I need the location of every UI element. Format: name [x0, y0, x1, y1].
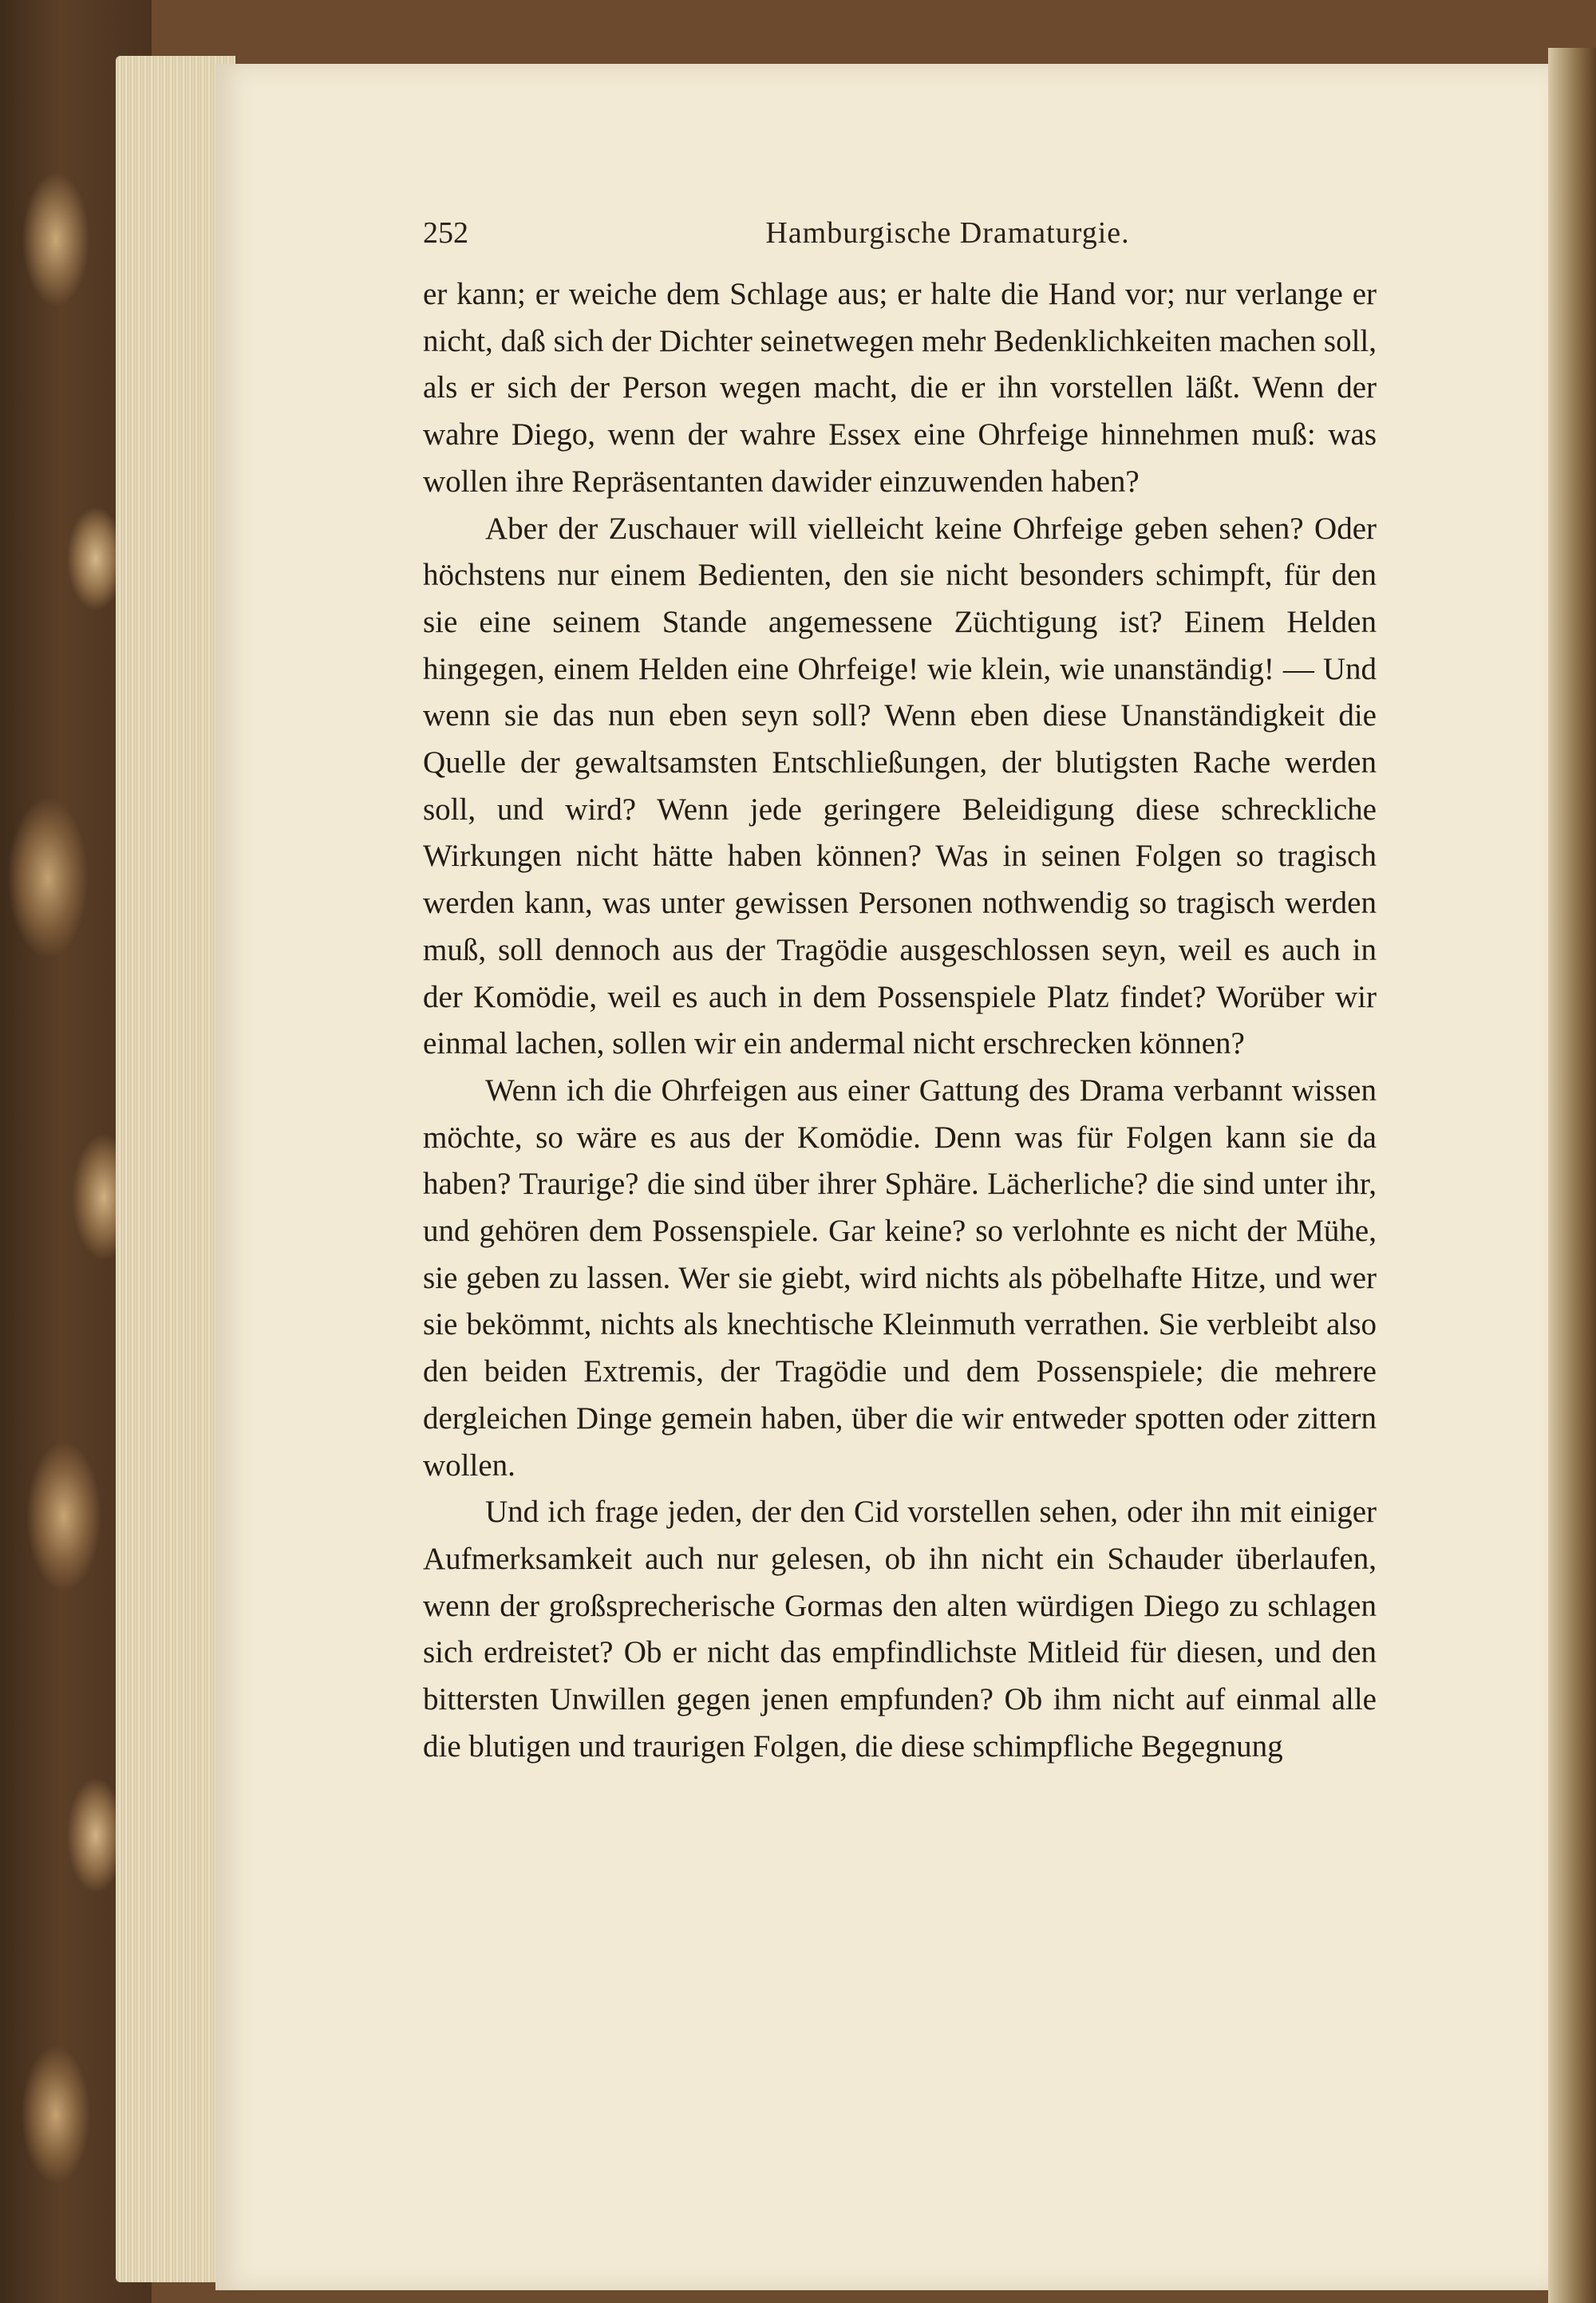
- right-page-edge: [1548, 48, 1596, 2303]
- page-number: 252: [423, 216, 468, 250]
- body-text: [423, 271, 1377, 1771]
- page-header: [423, 209, 1377, 257]
- paragraph: Aber der Zuschauer will vielleicht keine Ohrfeige geben sehen? Oder höchstens nur einem Bedienten, den sie nicht besonders schimpft, für den sie eine seinem Stande angemessene Züchtigung ist? Einem Helden hingegen, einem Helden eine Ohrfeige! wie klein, wie unanständig! — Und wenn sie das nun eben seyn soll? Wenn eben diese Unanständigkeit die Quelle der gewaltsamsten Entschließungen, der blutigsten Rache werden soll, und wird? Wenn jede geringere Beleidigung diese schreckliche Wirkungen nicht hätte haben können? Was in seinen Folgen so tragisch werden kann, was unter gewissen Personen nothwendig so tragisch werden muß, soll dennoch aus der Tragödie ausgeschlossen seyn, weil es auch in der Komödie, weil es auch in dem Possenspiele Platz findet? Worüber wir einmal lachen, sollen wir ein andermal nicht erschrecken können?: [423, 511, 1377, 1061]
- paragraph: er kann; er weiche dem Schlage aus; er halte die Hand vor; nur verlange er nicht, daß sich der Dichter seinetwegen mehr Bedenklichkeiten machen soll, als er sich der Person wegen macht, die er ihn vorstellen läßt. Wenn der wahre Diego, wenn der wahre Essex eine Ohrfeige hinnehmen muß: was wollen ihre Repräsentanten dawider einzuwenden haben?: [423, 277, 1377, 499]
- paragraph: Und ich frage jeden, der den Cid vorstellen sehen, oder ihn mit einiger Aufmerksamkeit auch nur gelesen, ob ihn nicht ein Schauder überlaufen, wenn der großsprecherische Gormas den alten würdigen Diego zu schlagen sich erdreistet? Ob er nicht das empfindlichste Mitleid für diesen, und den bittersten Unwillen gegen jenen empfunden? Ob ihm nicht auf einmal alle die blutigen und traurigen Folgen, die diese schimpfliche Begegnung: [423, 1495, 1377, 1764]
- paragraph: Wenn ich die Ohrfeigen aus einer Gattung des Drama verbannt wissen möchte, so wäre es aus der Komödie. Denn was für Folgen kann sie da haben? Traurige? die sind über ihrer Sphäre. Lächerliche? die sind unter ihr, und gehören dem Possenspiele. Gar keine? so verlohnte es nicht der Mühe, sie geben zu lassen. Wer sie giebt, wird nichts als pöbelhafte Hitze, und wer sie bekömmt, nichts als knechtische Kleinmuth verrathen. Sie verbleibt also den beiden Extremis, der Tragödie und dem Possenspiele; die mehrere dergleichen Dinge gemein haben, über die wir entweder spotten oder zittern wollen.: [423, 1072, 1377, 1483]
- running-title: Hamburgische Dramaturgie.: [765, 216, 1130, 250]
